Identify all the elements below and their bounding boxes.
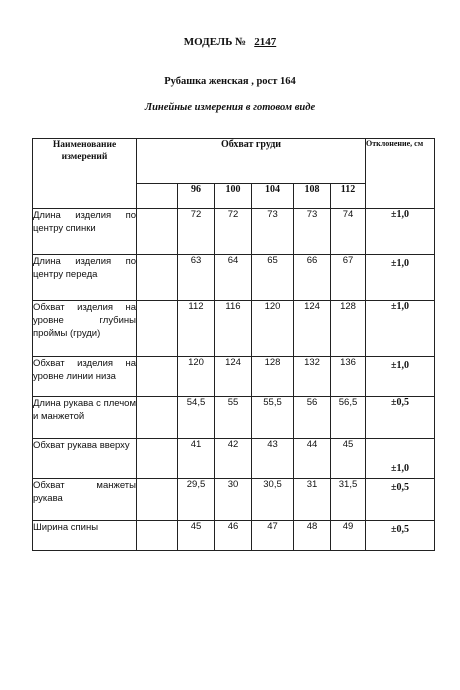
table-row (33, 479, 435, 521)
measurement-value: 45 (331, 439, 366, 479)
measurement-value: 29,5 (178, 479, 215, 521)
measurement-value: 56 (294, 397, 331, 439)
measurement-name: Ширина спины (33, 521, 137, 551)
measurement-value: 56,5 (331, 397, 366, 439)
tolerance-value: ±1,0 (366, 357, 435, 397)
empty-cell (137, 357, 178, 397)
measurement-value: 48 (294, 521, 331, 551)
empty-cell (137, 479, 178, 521)
measurement-name: Длина изделия по центру переда (33, 255, 137, 301)
measurement-value: 120 (252, 301, 294, 357)
table-caption: Линейные измерения в готовом виде (144, 102, 316, 113)
measurement-value: 65 (252, 255, 294, 301)
measurement-name: Длина рукава с плечом и манжетой (33, 397, 137, 439)
measurement-value: 67 (331, 255, 366, 301)
measurement-value: 31,5 (331, 479, 366, 521)
size-header: 96 (178, 184, 215, 209)
measurement-value: 74 (331, 209, 366, 255)
measurement-value: 30,5 (252, 479, 294, 521)
measurement-value: 64 (215, 255, 252, 301)
measurement-value: 120 (178, 357, 215, 397)
measurement-value: 55 (215, 397, 252, 439)
tolerance-value: ±0,5 (366, 521, 435, 551)
size-header: 100 (215, 184, 252, 209)
empty-cell (137, 521, 178, 551)
measurement-name: Обхват манжеты рукава (33, 479, 137, 521)
table-row (33, 357, 435, 397)
empty-cell (137, 255, 178, 301)
measurement-value: 72 (178, 209, 215, 255)
tolerance-value: ±0,5 (366, 397, 435, 439)
size-header-empty (137, 184, 178, 209)
measurement-value: 45 (178, 521, 215, 551)
measurement-value: 41 (178, 439, 215, 479)
table-row (33, 397, 435, 439)
measurement-value: 31 (294, 479, 331, 521)
measurement-value: 66 (294, 255, 331, 301)
measurement-value: 116 (215, 301, 252, 357)
measurement-name: Длина изделия по центру спинки (33, 209, 137, 255)
size-header: 112 (331, 184, 366, 209)
empty-cell (137, 209, 178, 255)
tolerance-value: ±1,0 (366, 439, 435, 479)
measurement-name-header: Наименование измерений (33, 139, 137, 209)
measurement-value: 55,5 (252, 397, 294, 439)
measurement-name: Обхват изделия на уровне глубины проймы (груди) (33, 301, 137, 357)
empty-cell (137, 397, 178, 439)
measurement-name: Обхват изделия на уровне линии низа (33, 357, 137, 397)
size-header: 104 (252, 184, 294, 209)
measurement-value: 128 (252, 357, 294, 397)
measurement-value: 73 (294, 209, 331, 255)
measurement-value: 72 (215, 209, 252, 255)
measurement-value: 128 (331, 301, 366, 357)
measurement-name: Обхват рукава вверху (33, 439, 137, 479)
measurement-value: 124 (215, 357, 252, 397)
measurement-value: 42 (215, 439, 252, 479)
measurement-value: 30 (215, 479, 252, 521)
size-header: 108 (294, 184, 331, 209)
table-row (33, 521, 435, 551)
tolerance-value: ±1,0 (366, 255, 435, 301)
measurement-value: 44 (294, 439, 331, 479)
measurement-value: 46 (215, 521, 252, 551)
table-row (33, 209, 435, 255)
measurement-value: 124 (294, 301, 331, 357)
model-label: МОДЕЛЬ № (183, 36, 247, 48)
measurement-value: 73 (252, 209, 294, 255)
tolerance-header: Отклонение, см (366, 139, 435, 209)
tolerance-value: ±0,5 (366, 479, 435, 521)
model-title (0, 36, 460, 48)
measurement-value: 43 (252, 439, 294, 479)
measurement-value: 112 (178, 301, 215, 357)
table-row (33, 255, 435, 301)
empty-cell (137, 439, 178, 479)
tolerance-value: ±1,0 (366, 301, 435, 357)
chest-girth-header: Обхват груди (137, 139, 366, 184)
measurement-value: 54,5 (178, 397, 215, 439)
measurement-value: 132 (294, 357, 331, 397)
tolerance-value: ±1,0 (366, 209, 435, 255)
measurement-value: 49 (331, 521, 366, 551)
model-number: 2147 (254, 36, 277, 48)
product-subtitle: Рубашка женская , рост 164 (164, 76, 296, 87)
table-row (33, 301, 435, 357)
measurement-value: 136 (331, 357, 366, 397)
table-row (33, 439, 435, 479)
measurement-value: 63 (178, 255, 215, 301)
empty-cell (137, 301, 178, 357)
measurements-table (32, 138, 435, 551)
measurement-value: 47 (252, 521, 294, 551)
